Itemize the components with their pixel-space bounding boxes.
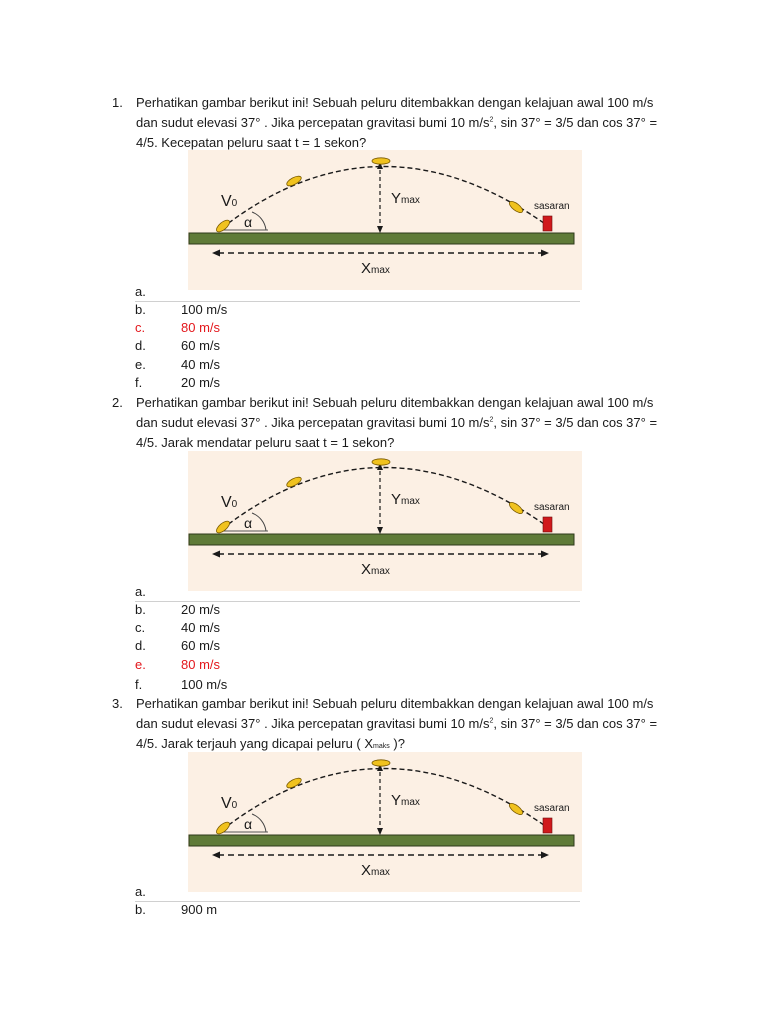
- option-d[interactable]: d. 60 m/s: [135, 338, 221, 353]
- option-c-correct[interactable]: c. 80 m/s: [135, 320, 221, 335]
- question-text: Perhatikan gambar berikut ini! Sebuah peluru ditembakkan dengan kelajuan awal 100 m/s dan sudut elevasi 37° . Jika percepatan gravitasi bumi 10 $m/s^2$, sin 37° = 3/5 dan cos 37° = 4/5. Kecepatan peluru saat t = 1 sekon?: [136, 95, 658, 150]
- bullet-top: [372, 158, 390, 164]
- projectile-figure-2: [188, 451, 582, 591]
- ground: [189, 835, 574, 846]
- option-e[interactable]: e. 40 m/s: [135, 357, 221, 372]
- question-number: 3.: [112, 696, 123, 711]
- xmax-label: Xmax: [361, 260, 390, 277]
- option-f[interactable]: f. 100 m/s: [135, 677, 228, 692]
- question-text: Perhatikan gambar berikut ini! Sebuah peluru ditembakkan dengan kelajuan awal 100 m/s dan sudut elevasi 37° . Jika percepatan gravitasi bumi 10 $m/s^2$, sin 37° = 3/5 dan cos 37° = 4/5. Jarak terjauh yang dicapai peluru ( Xmaks )?: [136, 696, 658, 751]
- option-d[interactable]: d. 60 m/s: [135, 638, 221, 653]
- option-c[interactable]: c. 40 m/s: [135, 620, 221, 635]
- option-b[interactable]: b. 900 m: [135, 902, 218, 917]
- target-box: [543, 818, 552, 833]
- bullet-top: [372, 459, 390, 465]
- option-b[interactable]: b. 20 m/s: [135, 602, 221, 617]
- alpha-label: α: [244, 515, 253, 531]
- ymax-label: Ymax: [391, 190, 420, 207]
- target-label: sasaran: [534, 201, 570, 212]
- v0-label: V0: [221, 193, 238, 210]
- bullet-top: [372, 760, 390, 766]
- target-box: [543, 216, 552, 231]
- projectile-figure-1: [188, 150, 582, 290]
- alpha-label: α: [244, 816, 253, 832]
- projectile-figure-3: [188, 752, 582, 892]
- question-text: Perhatikan gambar berikut ini! Sebuah peluru ditembakkan dengan kelajuan awal 100 m/s dan sudut elevasi 37° . Jika percepatan gravitasi bumi 10 $m/s^2$, sin 37° = 3/5 dan cos 37° = 4/5. Jarak mendatar peluru saat t = 1 sekon?: [136, 395, 658, 450]
- alpha-label: α: [244, 214, 253, 230]
- ground: [189, 534, 574, 545]
- question-number: 1.: [112, 95, 123, 110]
- option-a[interactable]: a.: [135, 883, 580, 902]
- option-a[interactable]: a.: [135, 283, 580, 302]
- question-3: [112, 694, 672, 757]
- target-label: sasaran: [534, 502, 570, 513]
- question-number: 2.: [112, 395, 123, 410]
- option-b[interactable]: b. 100 m/s: [135, 302, 228, 317]
- ymax-label: Ymax: [391, 792, 420, 809]
- ymax-label: Ymax: [391, 491, 420, 508]
- xmax-label: Xmax: [361, 561, 390, 578]
- v0-label: V0: [221, 494, 238, 511]
- question-2: [112, 393, 672, 453]
- xmax-label: Xmax: [361, 862, 390, 879]
- target-label: sasaran: [534, 803, 570, 814]
- question-1: [112, 93, 672, 153]
- ground: [189, 233, 574, 244]
- target-box: [543, 517, 552, 532]
- option-a[interactable]: a.: [135, 583, 580, 602]
- v0-label: V0: [221, 795, 238, 812]
- option-f[interactable]: f. 20 m/s: [135, 375, 221, 390]
- option-e-correct[interactable]: e. 80 m/s: [135, 657, 221, 672]
